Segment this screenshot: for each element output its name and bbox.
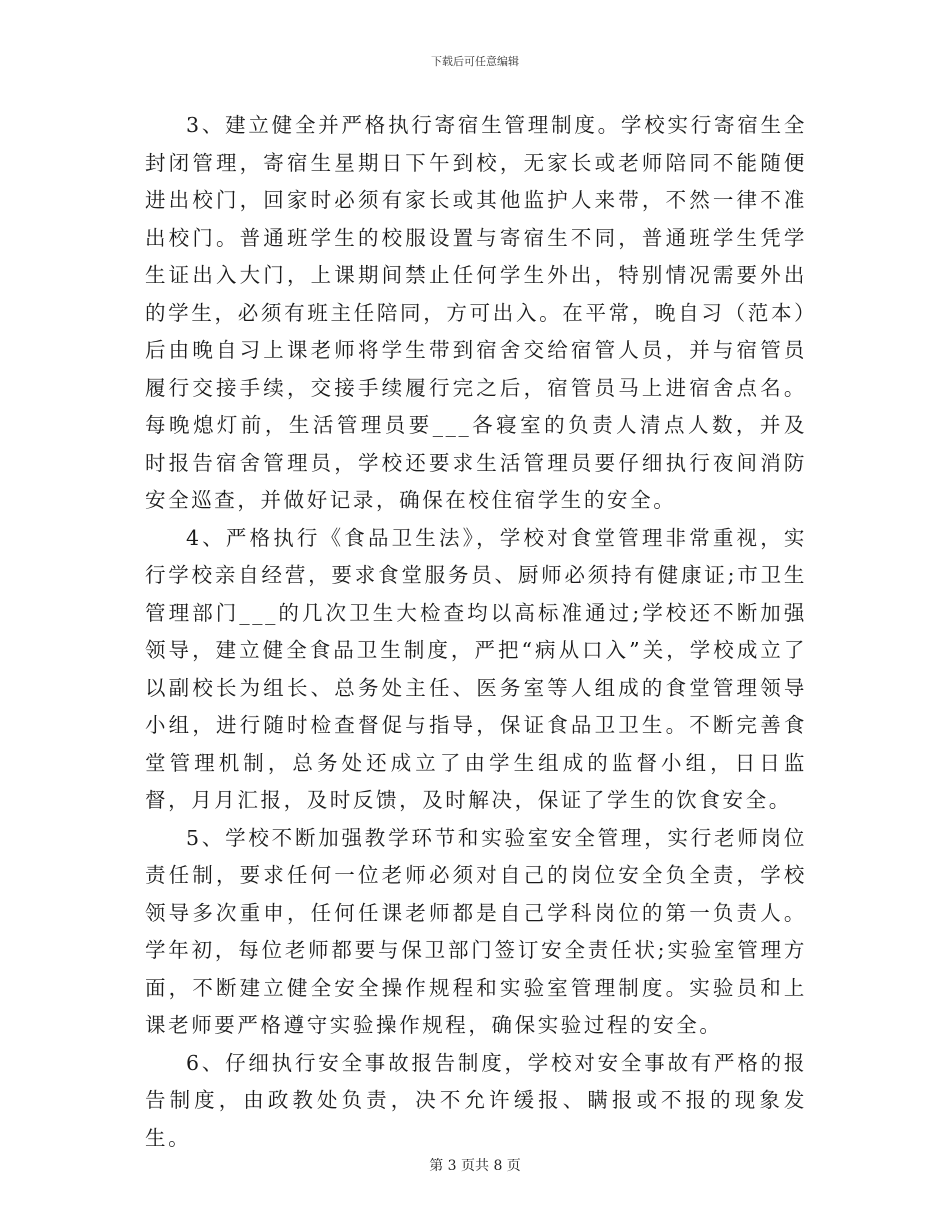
document-body — [145, 107, 807, 1157]
paragraph-5-lab-safety: 5、学校不断加强教学环节和实验室安全管理，实行老师岗位责任制，要求任何一位老师必须对自己的岗位安全负全责，学校领导多次重申，任何任课老师都是自己学科岗位的第一负责人。学年初，每位老师都要与保卫部门签订安全责任状;实验室管理方面，不断建立健全安全操作规程和实验室管理制度。实验员和上课老师要严格遵守实验操作规程，确保实验过程的安全。 — [145, 825, 807, 1037]
paragraph-6-accident-reporting: 6、仔细执行安全事故报告制度，学校对安全事故有严格的报告制度，由政教处负责，决不允许缓报、瞒报或不报的现象发生。 — [145, 1050, 807, 1150]
page-header: 下载后可任意编辑 — [431, 55, 519, 68]
paragraph-3-boarding-management: 3、建立健全并严格执行寄宿生管理制度。学校实行寄宿生全封闭管理，寄宿生星期日下午到校，无家长或老师陪同不能随便进出校门，回家时必须有家长或其他监护人来带，不然一律不准出校门。普通班学生的校服设置与寄宿生不同，普通班学生凭学生证出入大门，上课期间禁止任何学生外出，特别情况需要外出的学生，必须有班主任陪同，方可出入。在平常，晚自习（范本）后由晚自习上课老师将学生带到宿舍交给宿管人员，并与宿管员履行交接手续，交接手续履行完之后，宿管员马上进宿舍点名。每晚熄灯前，生活管理员要___各寝室的负责人清点人数，并及时报告宿舍管理员，学校还要求生活管理员要仔细执行夜间消防安全巡查，并做好记录，确保在校住宿学生的安全。 — [145, 113, 807, 512]
page-number-footer: 第 3 页共 8 页 — [429, 1158, 521, 1174]
paragraph-4-food-hygiene: 4、严格执行《食品卫生法》，学校对食堂管理非常重视，实行学校亲自经营，要求食堂服务员、厨师必须持有健康证;市卫生管理部门___的几次卫生大检查均以高标准通过;学校还不断加强领导，建立健全食品卫生制度，严把“病从口入”关，学校成立了以副校长为组长、总务处主任、医务室等人组成的食堂管理领导小组，进行随时检查督促与指导，保证食品卫卫生。不断完善食堂管理机制，总务处还成立了由学生组成的监督小组，日日监督，月月汇报，及时反馈，及时解决，保证了学生的饮食安全。 — [145, 525, 807, 812]
